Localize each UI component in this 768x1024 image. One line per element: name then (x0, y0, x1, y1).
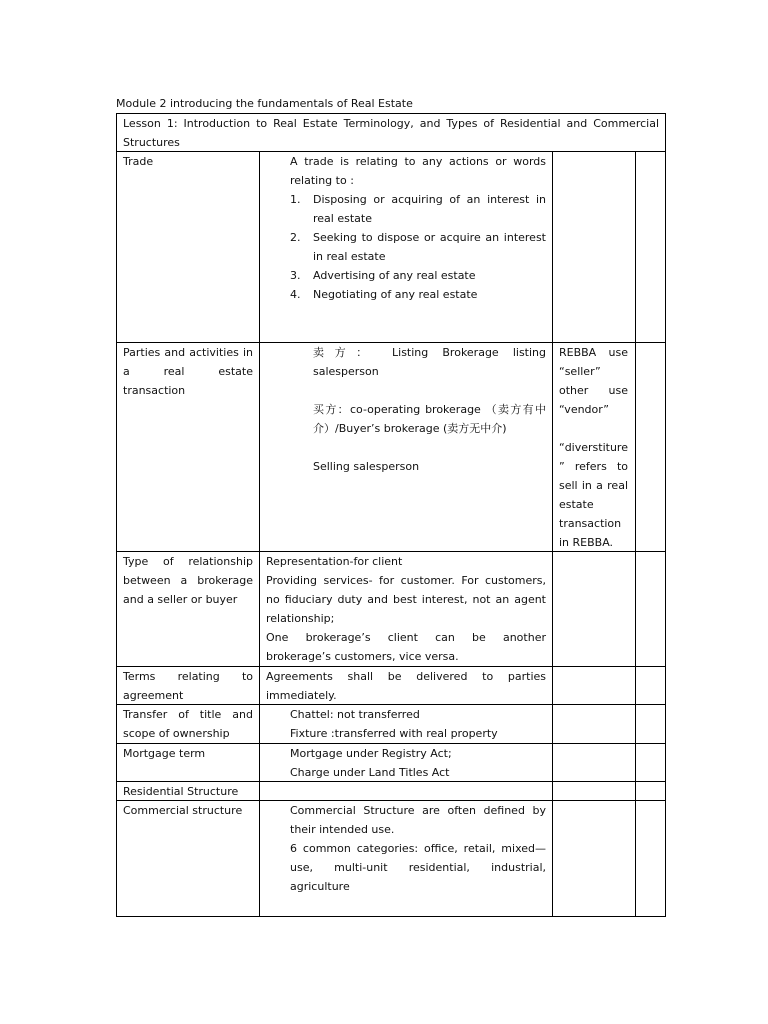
commercial-line: Commercial Structure are often defined by their intended use. (290, 804, 546, 836)
commercial-line: 6 common categories: office, retail, mixed—use, multi-unit residential, industrial, agriculture (290, 842, 546, 893)
relationship-line: Representation-for client (266, 555, 403, 568)
relationship-line: One brokerage’s client can be another brokerage’s customers, vice versa. (266, 631, 546, 663)
note-parties (559, 343, 628, 552)
term-trade: Trade (123, 155, 154, 168)
relationship-line: Providing services- for customer. For customers, no fiduciary duty and best interest, not an agent relationship; (266, 574, 546, 625)
lesson-title: Lesson 1: Introduction to Real Estate Terminology, and Types of Residential and Commercial Structures (123, 117, 659, 149)
note-seller-vendor: REBBA use “seller” other use “vendor” (559, 346, 628, 416)
definition-parties (313, 343, 546, 476)
definition-transfer (290, 705, 546, 743)
page-title: Module 2 introducing the fundamentals of Real Estate (116, 97, 413, 110)
list-item: 1. Disposing or acquiring of an interest in real estate (290, 193, 546, 225)
transfer-line: Chattel: not transferred (290, 708, 420, 721)
seller-side: 卖方： Listing Brokerage listing salesperson (313, 346, 546, 378)
definition-agreement: Agreements shall be delivered to parties immediately. (266, 670, 546, 702)
note-diverstiture: “diverstiture ” refers to sell in a real estate transaction in REBBA. (559, 441, 628, 549)
trade-intro: A trade is relating to any actions or words relating to : (290, 155, 546, 187)
selling-salesperson: Selling salesperson (313, 460, 420, 473)
mortgage-line: Charge under Land Titles Act (290, 766, 450, 779)
definition-relationship (266, 552, 546, 666)
term-transfer: Transfer of title and scope of ownership (123, 708, 253, 740)
list-item: 4. Negotiating of any real estate (290, 288, 478, 301)
terminology-table (116, 113, 666, 917)
mortgage-line: Mortgage under Registry Act; (290, 747, 452, 760)
definition-mortgage (290, 744, 546, 782)
term-mortgage: Mortgage term (123, 747, 206, 760)
list-item: 3. Advertising of any real estate (290, 269, 476, 282)
term-relationship: Type of relationship between a brokerage and a seller or buyer (123, 555, 253, 606)
list-item: 2. Seeking to dispose or acquire an interest in real estate (290, 231, 546, 263)
buyer-side: 买方：co-operating brokerage （卖方有中介）/Buyer’s brokerage (卖方无中介) (313, 403, 546, 435)
table-border-left (116, 113, 117, 917)
column-divider (635, 151, 636, 917)
term-agreement: Terms relating to agreement (123, 670, 253, 702)
term-commercial: Commercial structure (123, 804, 243, 817)
table-border-bottom (116, 916, 666, 917)
trade-list (290, 190, 546, 304)
term-parties: Parties and activities in a real estate transaction (123, 346, 253, 397)
definition-trade (290, 152, 546, 304)
column-divider (552, 151, 553, 917)
table-border-right (665, 113, 666, 917)
term-residential: Residential Structure (123, 785, 239, 798)
definition-commercial (290, 801, 546, 896)
column-divider (259, 151, 260, 917)
transfer-line: Fixture :transferred with real property (290, 727, 498, 740)
